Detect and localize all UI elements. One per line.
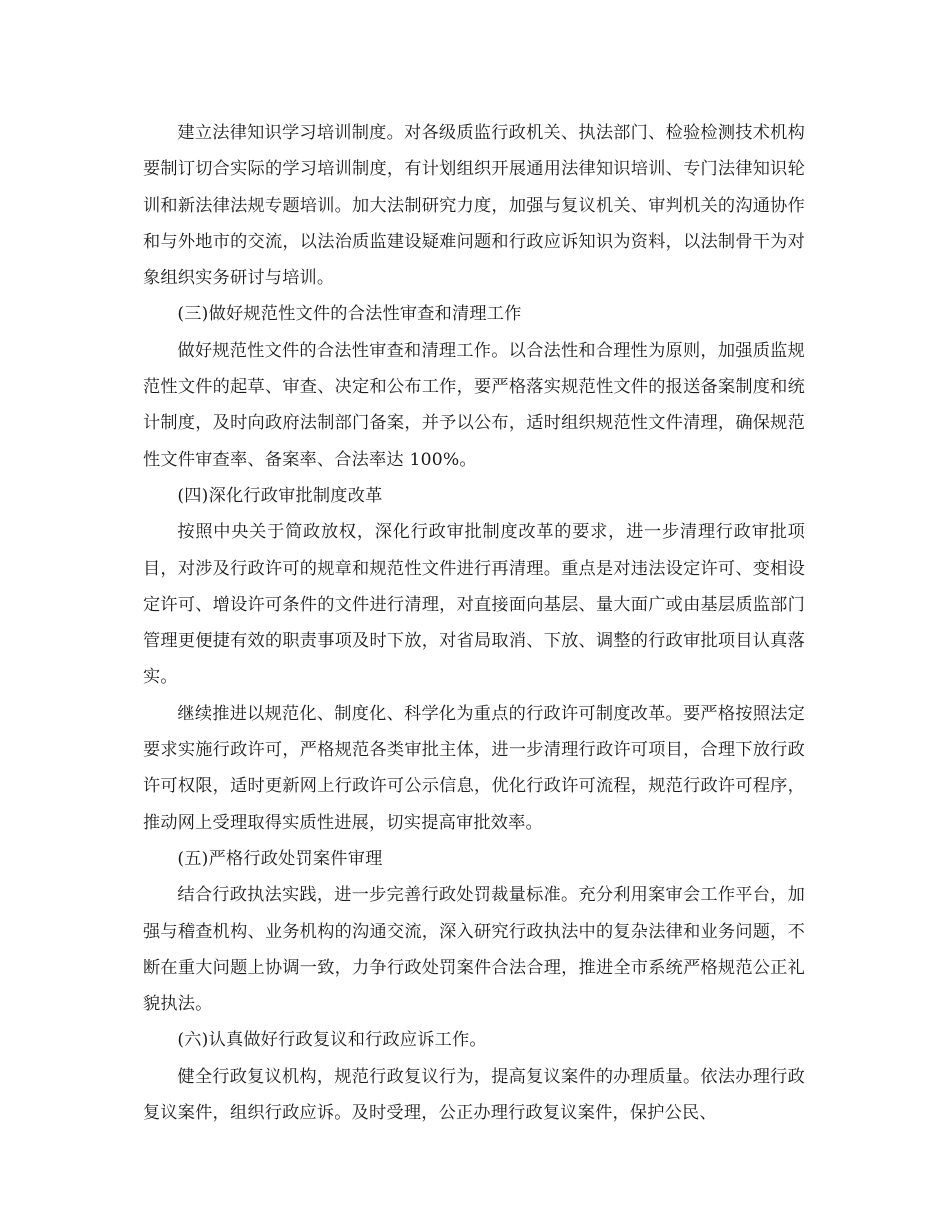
section-heading-6: (六)认真做好行政复议和行政应诉工作。 bbox=[177, 1030, 487, 1051]
paragraph-administrative-review: 健全行政复议机构，规范行政复议行为，提高复议案件的办理质量。依法办理行政复议案件，组织行政应诉。及时受理，公正办理行政复议案件，保护公民、 bbox=[143, 1066, 805, 1124]
paragraph-licensing-reform: 继续推进以规范化、制度化、科学化为重点的行政许可制度改革。要严格按照法定要求实施行政许可，严格规范各类审批主体，进一步清理行政许可项目，合理下放行政许可权限，适时更新网上行政许可公示信息，优化行政许可流程，规范行政许可程序，推动网上受理取得实质性进展，切实提高审批效率。 bbox=[143, 703, 805, 833]
paragraph-normative-docs: 做好规范性文件的合法性审查和清理工作。以合法性和合理性为原则，加强质监规范性文件的起草、审查、决定和公布工作，要严格落实规范性文件的报送备案制度和统计制度，及时向政府法制部门备案，并予以公布，适时组织规范性文件清理，确保规范性文件审查率、备案率、合法率达 100%。 bbox=[143, 340, 805, 470]
paragraph-approval-reform: 按照中央关于简政放权，深化行政审批制度改革的要求，进一步清理行政审批项目，对涉及行政许可的规章和规范性文件进行再清理。重点是对违法设定许可、变相设定许可、增设许可条件的文件进行清理，对直接面向基层、量大面广或由基层质监部门管理更便捷有效的职责事项及时下放，对省局取消、下放、调整的行政审批项目认真落实。 bbox=[143, 522, 805, 688]
section-heading-4: (四)深化行政审批制度改革 bbox=[177, 485, 383, 506]
section-heading-5: (五)严格行政处罚案件审理 bbox=[177, 848, 383, 869]
section-heading-3: (三)做好规范性文件的合法性审查和清理工作 bbox=[177, 304, 522, 325]
paragraph-legal-training: 建立法律知识学习培训制度。对各级质监行政机关、执法部门、检验检测技术机构要制订切合实际的学习培训制度，有计划组织开展通用法律知识培训、专门法律知识轮训和新法律法规专题培训。加大法制研究力度，加强与复议机关、审判机关的沟通协作和与外地市的交流，以法治质监建设疑难问题和行政应诉知识为资料，以法制骨干为对象组织实务研讨与培训。 bbox=[143, 123, 805, 289]
paragraph-penalty-review: 结合行政执法实践，进一步完善行政处罚裁量标准。充分利用案审会工作平台，加强与稽查机构、业务机构的沟通交流，深入研究行政执法中的复杂法律和业务问题，不断在重大问题上协调一致，力争行政处罚案件合法合理，推进全市系统严格规范公正礼貌执法。 bbox=[143, 885, 805, 1015]
document-body bbox=[143, 115, 805, 1131]
